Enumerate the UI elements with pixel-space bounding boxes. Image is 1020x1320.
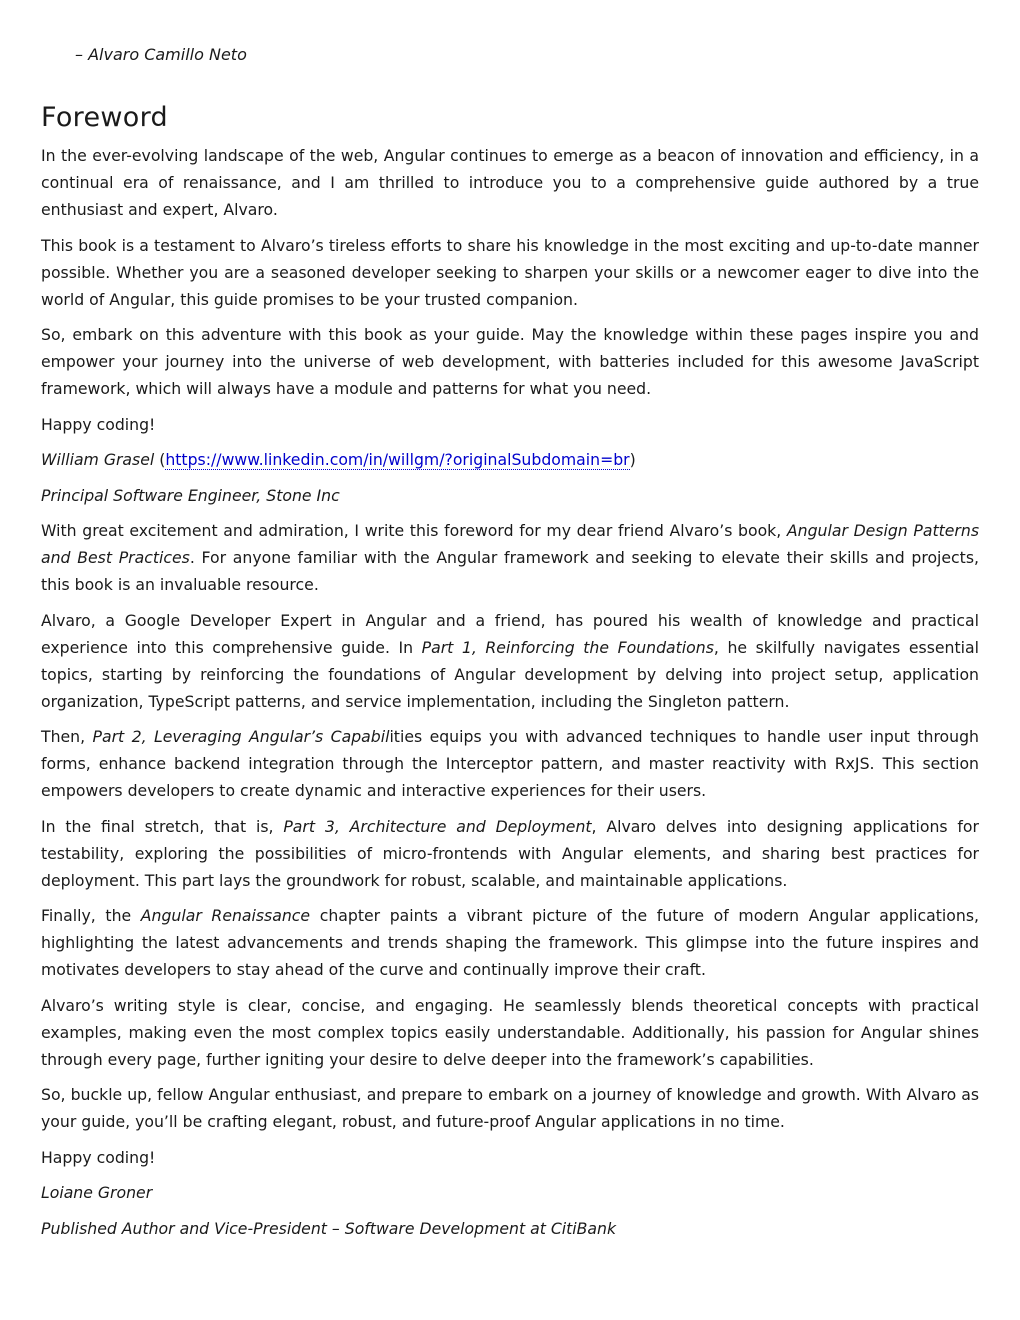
linkedin-link[interactable]: https://www.linkedin.com/in/willgm/?originalSubdomain=br	[165, 450, 630, 469]
chapter-title: Angular Renaissance	[140, 906, 311, 925]
paragraph-intro: In the ever-evolving landscape of the web, Angular continues to emerge as a beacon of innovation and efficiency, in a continual era of renaissance, and I am thrilled to introduce you to a comprehensive guide authored by a true enthusiast and expert, Alvaro.	[41, 146, 979, 219]
paragraph-part-3: In the final stretch, that is, Part 3, Architecture and Deployment, Alvaro delves into designing applications for testability, exploring the possibilities of micro-frontends with Angular elements, and sharing best practices for deployment. This part lays the groundwork for robust, scalable, and maintainable applications.	[41, 816, 979, 890]
part-2-title: Part 2, Leveraging Angular’s Capabil	[92, 727, 390, 746]
paragraph-testament: This book is a testament to Alvaro’s tireless efforts to share his knowledge in the most exciting and up-to-date manner possible. Whether you are a seasoned developer seeking to sharpen your skills or a newcomer eager to dive into the world of Angular, this guide promises to be your trusted companion.	[41, 235, 979, 309]
author-title-william: Principal Software Engineer, Stone Inc	[41, 485, 340, 505]
paragraph-part-2: Then, Part 2, Leveraging Angular’s Capabilities equips you with advanced techniques to handle user input through forms, enhance backend integration through the Interceptor pattern, and master reactivity with RxJS. This section empowers developers to create dynamic and interactive experiences for their users.	[41, 727, 979, 800]
paragraph-part-1: Alvaro, a Google Developer Expert in Angular and a friend, has poured his wealth of knowledge and practical experience into this comprehensive guide. In Part 1, Reinforcing the Foundations, he skilfully navigates essential topics, starting by reinforcing the foundations of Angular development by delving into project setup, application organization, TypeScript patterns, and service implementation, including the Singleton pattern.	[41, 610, 979, 711]
paragraph-adventure: So, embark on this adventure with this book as your guide. May the knowledge within these pages inspire you and empower your journey into the universe of web development, with batteries included for this awesome JavaScript framework, which will always have a module and patterns for what you need.	[41, 325, 979, 398]
close-paren: )	[629, 450, 636, 469]
happy-coding-1: Happy coding!	[41, 414, 156, 434]
part-1-title: Part 1, Reinforcing the Foundations	[421, 637, 714, 657]
epigraph-author: – Alvaro Camillo Neto	[75, 45, 247, 64]
paragraph-renaissance: Finally, the Angular Renaissance chapter paints a vibrant picture of the future of modern Angular applications, highlighting the latest advancements and trends shaping the framework. This glimpse into the future inspires and motivates developers to stay ahead of the curve and continually improve their craft.	[41, 906, 979, 979]
part-3-title: Part 3, Architecture and Deployment	[283, 816, 592, 836]
author-name-loiane: Loiane Groner	[41, 1183, 153, 1202]
foreword-body	[41, 142, 979, 1250]
author-title-loiane: Published Author and Vice-President – Software Development at CitiBank	[41, 1218, 617, 1238]
paragraph-buckle-up: So, buckle up, fellow Angular enthusiast, and prepare to embark on a journey of knowledge and growth. With Alvaro as your guide, you’ll be crafting elegant, robust, and future-proof Angular applications in no time.	[41, 1085, 979, 1131]
page-title: Foreword	[41, 102, 168, 133]
book-title: Angular Design Patterns and Best Practices	[41, 521, 979, 567]
paragraph-writing-style: Alvaro’s writing style is clear, concise, and engaging. He seamlessly blends theoretical concepts with practical examples, making even the most complex topics easily understandable. Additionally, his passion for Angular shines through every page, further igniting your desire to delve deeper into the framework’s capabilities.	[41, 995, 979, 1069]
open-paren: (	[154, 450, 166, 469]
happy-coding-2: Happy coding!	[41, 1147, 156, 1167]
author-name-william: William Grasel	[41, 450, 155, 469]
paragraph-excitement: With great excitement and admiration, I write this foreword for my dear friend Alvaro’s book, Angular Design Patterns and Best Practices. For anyone familiar with the Angular framework and seeking to elevate their skills and projects, this book is an invaluable resource.	[41, 521, 979, 594]
author-line-william	[41, 446, 979, 473]
